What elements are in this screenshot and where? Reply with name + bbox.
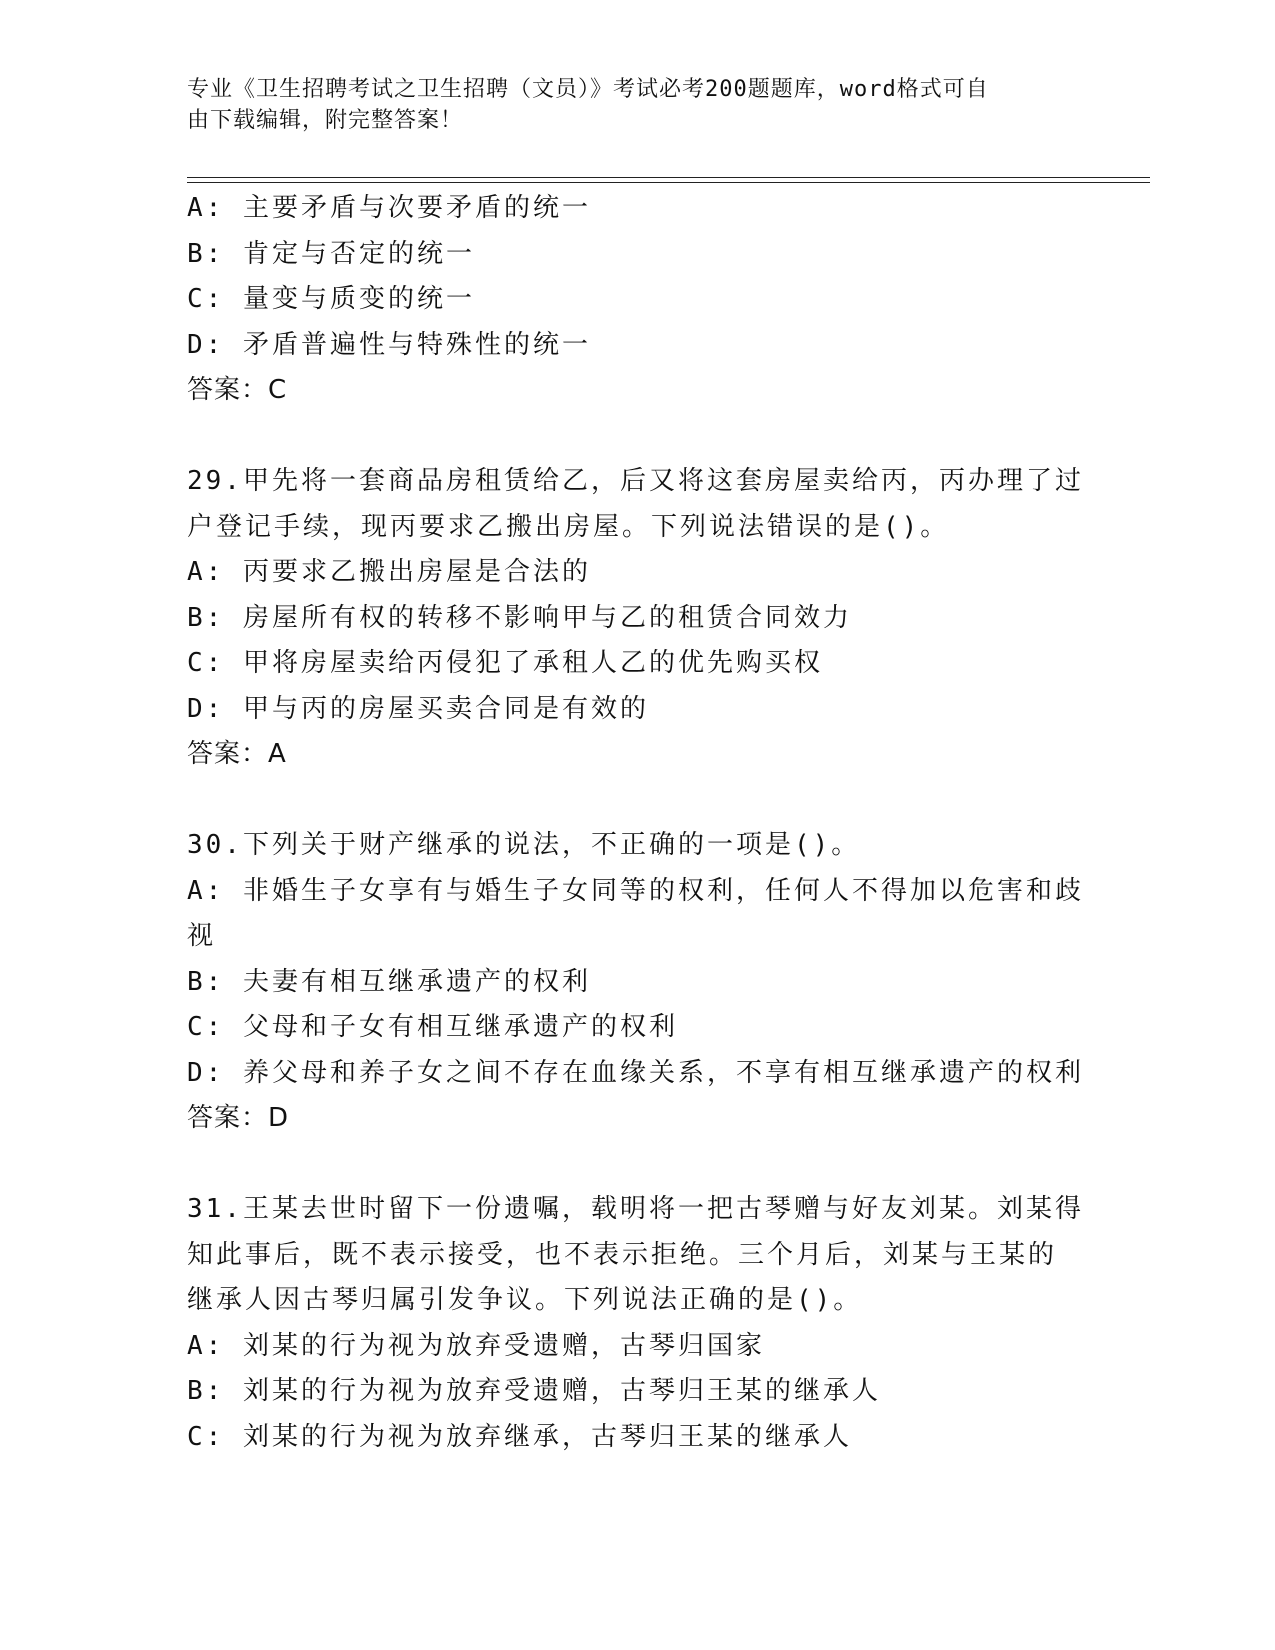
option-c: C: 甲将房屋卖给丙侵犯了承租人乙的优先购买权	[187, 648, 823, 678]
option-d: D: 甲与丙的房屋买卖合同是有效的	[187, 693, 649, 724]
answer: 答案：D	[187, 1103, 290, 1133]
question-list	[187, 186, 1087, 1460]
option-b: B: 肯定与否定的统一	[187, 238, 475, 269]
option-c: C: 刘某的行为视为放弃继承，古琴归王某的继承人	[187, 1421, 852, 1452]
option-a-continued: 视	[187, 921, 217, 951]
question-31	[187, 1187, 1087, 1460]
option-d: D: 矛盾普遍性与特殊性的统一	[187, 329, 591, 360]
spacer	[187, 1142, 1087, 1188]
spacer	[187, 778, 1087, 824]
option-a: A: 非婚生子女享有与婚生子女同等的权利，任何人不得加以危害和歧	[187, 875, 1084, 906]
option-b: B: 刘某的行为视为放弃受遗赠，古琴归王某的继承人	[187, 1376, 881, 1406]
option-b: B: 房屋所有权的转移不影响甲与乙的租赁合同效力	[187, 602, 852, 633]
spacer	[187, 414, 1087, 460]
header-divider	[187, 177, 1150, 178]
question-text: 30.下列关于财产继承的说法，不正确的一项是()。	[187, 830, 861, 860]
header-divider	[187, 182, 1150, 183]
option-b: B: 夫妻有相互继承遗产的权利	[187, 966, 591, 997]
question-text: 知此事后，既不表示接受，也不表示拒绝。三个月后，刘某与王某的	[187, 1239, 1058, 1270]
option-c: C: 量变与质变的统一	[187, 284, 475, 314]
answer: 答案：A	[187, 739, 287, 769]
option-d: D: 养父母和养子女之间不存在血缘关系，不享有相互继承遗产的权利	[187, 1057, 1084, 1088]
option-c: C: 父母和子女有相互继承遗产的权利	[187, 1012, 678, 1042]
question-28	[187, 186, 1087, 414]
question-text: 继承人因古琴归属引发争议。下列说法正确的是()。	[187, 1285, 863, 1315]
question-text: 户登记手续，现丙要求乙搬出房屋。下列说法错误的是()。	[187, 511, 950, 542]
header-line: 专业《卫生招聘考试之卫生招聘（文员）》考试必考200题题库，word格式可自	[187, 77, 989, 102]
question-text: 31.王某去世时留下一份遗嘱，载明将一把古琴赠与好友刘某。刘某得	[187, 1194, 1084, 1224]
option-a: A: 丙要求乙搬出房屋是合法的	[187, 557, 591, 587]
option-a: A: 主要矛盾与次要矛盾的统一	[187, 193, 591, 223]
question-29	[187, 459, 1087, 778]
document-header	[187, 74, 1067, 136]
question-text: 29.甲先将一套商品房租赁给乙，后又将这套房屋卖给丙，丙办理了过	[187, 466, 1084, 496]
option-a: A: 刘某的行为视为放弃受遗赠，古琴归国家	[187, 1330, 765, 1361]
header-line: 由下载编辑，附完整答案！	[187, 108, 464, 133]
question-30	[187, 823, 1087, 1142]
answer: 答案：C	[187, 375, 288, 405]
